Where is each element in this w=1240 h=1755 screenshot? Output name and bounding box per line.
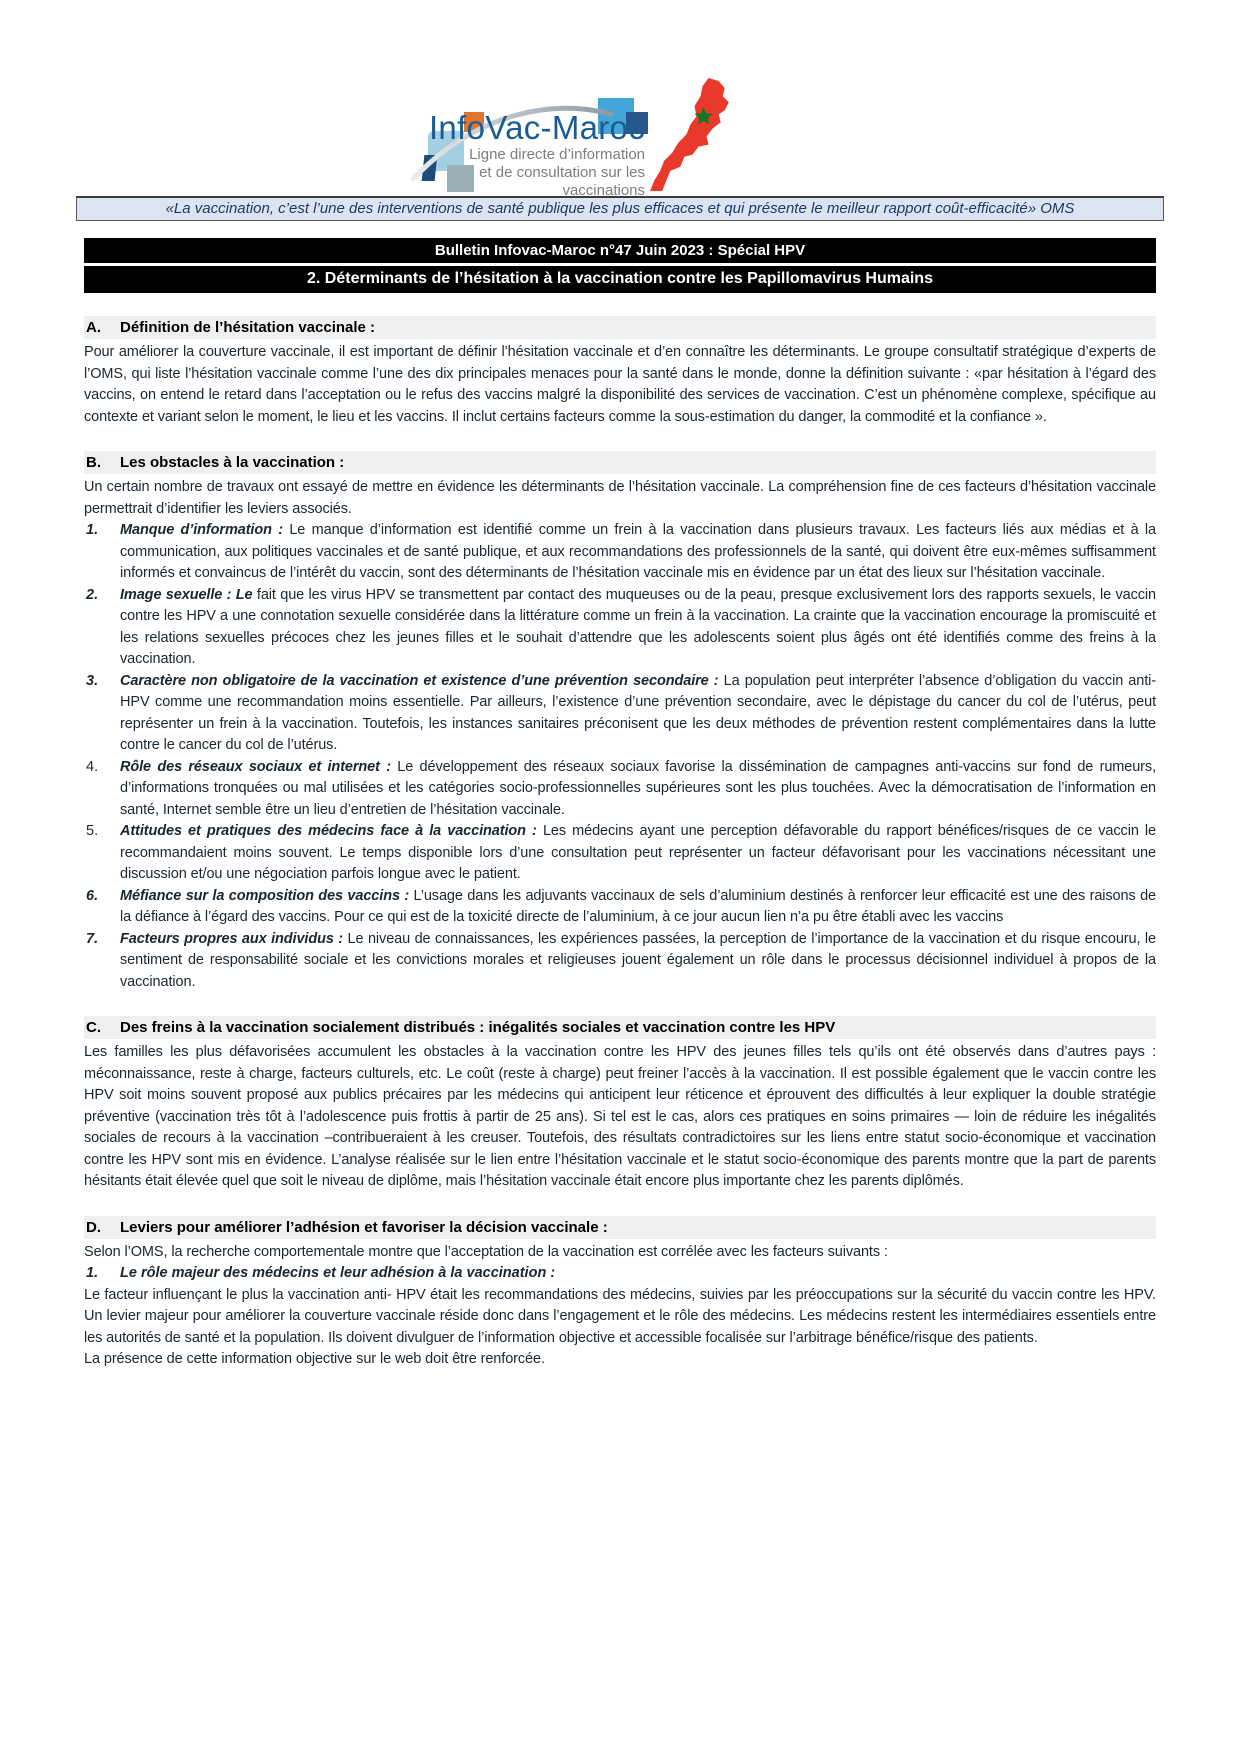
list-item-number: 2. (86, 586, 99, 603)
masthead (0, 0, 1240, 200)
bulletin-subtitle-bar: 2. Déterminants de l’hésitation à la vaccination contre les Papillomavirus Humains (84, 266, 1156, 293)
list-item (84, 1263, 1156, 1285)
list-item-lead: Le rôle majeur des médecins et leur adhésion à la vaccination : (120, 1265, 556, 1281)
list-item-lead: Image sexuelle : Le (120, 586, 253, 603)
list-item-lead: Rôle des réseaux sociaux et internet : (120, 758, 391, 775)
list-item-body (120, 821, 1156, 886)
section-b (84, 451, 1156, 993)
list-item (84, 520, 1156, 585)
section-a-letter: A. (86, 319, 101, 336)
list-item-number: 7. (86, 930, 99, 947)
section-a-body: Pour améliorer la couverture vaccinale, il est important de définir l’hésitation vaccinale et d’en connaître les déterminants. Le groupe consultatif stratégique d’experts de l’OMS, qui liste l’hésitation vaccinale comme l’une des dix principales menaces pour la santé dans le monde, donne la définition suivante : «par hésitation à l’égard des vaccins, on entend le retard dans l’acceptation ou le refus des vaccins malgré la disponibilité des services de vaccination. C’est un phénomène complexe, spécifique au contexte et variant selon le moment, le lieu et les vaccins. Il inclut certains facteurs comme la sous-estimation du danger, la commodité et la confiance ». (84, 344, 1156, 425)
section-a-title: Définition de l’hésitation vaccinale : (120, 319, 376, 336)
list-item-body (120, 757, 1156, 822)
list-item-number: 1. (86, 1265, 99, 1281)
list-item-text: Les médecins ayant une perception défavorable du rapport bénéfices/risques de ce vaccin le recommandaient moins souvent. Le temps disponible lors d’une consultation peut représenter un facteur défavorisant pour les vaccinations nécessitant une discussion et/ou une négociation parfois longue avec le patient. (120, 823, 1156, 882)
list-item-text: Le niveau de connaissances, les expériences passées, la perception de l’importance de la vaccination et du risque encouru, le sentiment de responsabilité sociale et les convictions morales et religieuses jouent également un rôle dans le processus décisionnel individuel à propos de la vaccination. (120, 930, 1157, 990)
logo-text (398, 110, 645, 200)
list-item (84, 671, 1156, 757)
logo-subtitle-1: Ligne directe d’information (469, 146, 645, 164)
list-item-text: L’usage dans les adjuvants vaccinaux de sels d’aluminium destinés à renforcer leur efficacité est une des raisons de la défiance à l’égard des vaccins. Pour ce qui est de la toxicité directe de l’aluminium, à ce jour aucun lien n’a pu être établi avec les vaccins (120, 887, 1157, 925)
logo-title: InfoVac-Maroc (428, 109, 645, 146)
list-item (84, 821, 1156, 886)
list-item-body (120, 585, 1156, 671)
section-b-header (84, 451, 1156, 474)
list-item-lead: Attitudes et pratiques des médecins face à la vaccination : (120, 823, 537, 839)
list-item-text: La population peut interpréter l’absence d’obligation du vaccin anti-HPV comme une recommandation moins essentielle. Par ailleurs, l’existence d’une prévention secondaire, avec le dépistage du cancer du col de l’utérus, peut représenter un frein à la vaccination. Toutefois, les instances sanitaires préconisent que les deux méthodes de prévention restent complémentaires dans la lutte contre le cancer du col de l’utérus. (120, 672, 1157, 753)
list-item-lead: Caractère non obligatoire de la vaccination et existence d’une prévention secondaire : (120, 672, 719, 689)
section-d (84, 1216, 1156, 1371)
list-item (84, 929, 1156, 994)
morocco-map-icon (650, 76, 746, 192)
section-d-body: Le facteur influençant le plus la vaccination anti- HPV était les recommandations des médecins, suivies par les préoccupations sur la sécurité du vaccin contre les HPV. Un levier majeur pour améliorer la couverture vaccinale réside donc dans l’engagement et le rôle des médecins. Les médecins restent les intermédiaires essentiels entre les autorités de santé et la population. Ils doivent divulguer de l’information objective et accessible focalisée sur l’arbitrage bénéfice/risque des patients. (84, 1286, 1156, 1346)
section-a-header (84, 316, 1156, 339)
section-b-title: Les obstacles à la vaccination : (120, 454, 345, 471)
list-item-text: fait que les virus HPV se transmettent par contact des muqueuses ou de la peau, presque exclusivement lors des rapports sexuels, le vaccin contre les HPV a une connotation sexuelle considérée dans la littérature comme un frein à la vaccination. La crainte que la vaccination encourage la promiscuité et les relations sexuelles précoces chez les jeunes filles et le souhait d’attendre que les adolescents soient plus âgés ont été identifiés comme des freins à la vaccination. (120, 586, 1156, 667)
list-item-number: 6. (86, 887, 99, 904)
section-a (84, 316, 1156, 428)
list-item-lead: Méfiance sur la composition des vaccins : (120, 887, 410, 904)
section-c (84, 1016, 1156, 1193)
list-item-number: 5. (86, 823, 99, 839)
section-b-letter: B. (86, 454, 101, 471)
bulletin-title-bar: Bulletin Infovac-Maroc n°47 Juin 2023 : Spécial HPV (84, 238, 1156, 263)
list-item-body (120, 886, 1156, 929)
list-item (84, 585, 1156, 671)
list-item-text: Le développement des réseaux sociaux favorise la dissémination de campagnes anti-vaccins sur fond de rumeurs, d’informations tronquées ou mal utilisées et les catégories socio-professionnelles supérieures sont les plus touchées. Avec la démocratisation de l’information en santé, Internet semble être un lieu d’entretien de l’hésitation vaccinale. (120, 758, 1156, 818)
section-c-letter: C. (86, 1019, 101, 1036)
section-c-title: Des freins à la vaccination socialement distribués : inégalités sociales et vaccination contre les HPV (120, 1019, 836, 1036)
section-b-intro: Un certain nombre de travaux ont essayé de mettre en évidence les déterminants de l’hésitation vaccinale. La compréhension fine de ces facteurs d’hésitation vaccinale permettrait d’identifier les leviers associés. (84, 479, 1156, 517)
list-item-text: Le manque d’information est identifié comme un frein à la vaccination dans plusieurs travaux. Les facteurs liés aux médias et à la communication, aux politiques vaccinales et de santé publique, et aux recommandations des professionnels de la santé, qui doivent être eux-mêmes suffisamment informés et convaincus de l’intérêt du vaccin, sont des déterminants de l’hésitation vaccinale mis en évidence par un état des lieux sur l’hésitation vaccinale. (120, 522, 1157, 581)
section-d-header (84, 1216, 1156, 1239)
section-d-title: Leviers pour améliorer l’adhésion et favoriser la décision vaccinale : (120, 1218, 608, 1236)
list-item-number: 3. (86, 672, 99, 689)
list-item-lead: Manque d’information : (120, 522, 283, 538)
section-d-letter: D. (86, 1218, 101, 1236)
list-item (84, 886, 1156, 929)
quote-text: «La vaccination, c’est l’une des interventions de santé publique les plus efficaces et qui présente le meilleur rapport coût-efficacité» OMS (165, 200, 1075, 217)
list-item-body (120, 929, 1156, 994)
list-item (84, 757, 1156, 822)
list-item-number: 1. (86, 522, 99, 538)
section-c-header (84, 1016, 1156, 1039)
section-c-body: Les familles les plus défavorisées accumulent les obstacles à la vaccination contre les HPV des jeunes filles tels qu’ils ont été observés dans d’autres pays : méconnaissance, reste à charge, facteurs culturels, etc. Le coût (reste à charge) peut freiner l’accès à la vaccination. Il est possible également que le vaccin contre les HPV soit moins souvent proposé aux publics précaires par les médecins qui anticipent leur réticence et éprouvent des difficultés à leur expliquer la double stratégie préventive (vaccination très tôt à l’adolescence puis frottis à partir de 25 ans). Si tel est le cas, alors ces pratiques en soins primaires — loin de réduire les inégalités sociales de recours à la vaccination –contribueraient à les creuser. Toutefois, des résultats contradictoires sur les liens entre statut socio-économique et vaccination contre les HPV sont mis en évidence. L’analyse réalisée sur le lien entre l’hésitation vaccinale et le statut socio-économique des parents montre que la part de parents hésitants était élevée quel que soit le niveau de diplôme, mais l’hésitation vaccinale était encore plus importante chez les parents diplômés. (84, 1044, 1156, 1189)
document-content (84, 316, 1156, 1371)
list-item-body (120, 520, 1156, 585)
list-item-number: 4. (86, 758, 99, 775)
list-item-lead: Facteurs propres aux individus : (120, 930, 344, 947)
logo-subtitle-2: et de consultation sur les vaccinations (479, 164, 645, 200)
list-item-body (120, 671, 1156, 757)
section-d-intro: Selon l’OMS, la recherche comportementale montre que l’acceptation de la vaccination est corrélée avec les facteurs suivants : (84, 1243, 888, 1260)
section-d-footer: La présence de cette information objective sur le web doit être renforcée. (84, 1351, 545, 1367)
